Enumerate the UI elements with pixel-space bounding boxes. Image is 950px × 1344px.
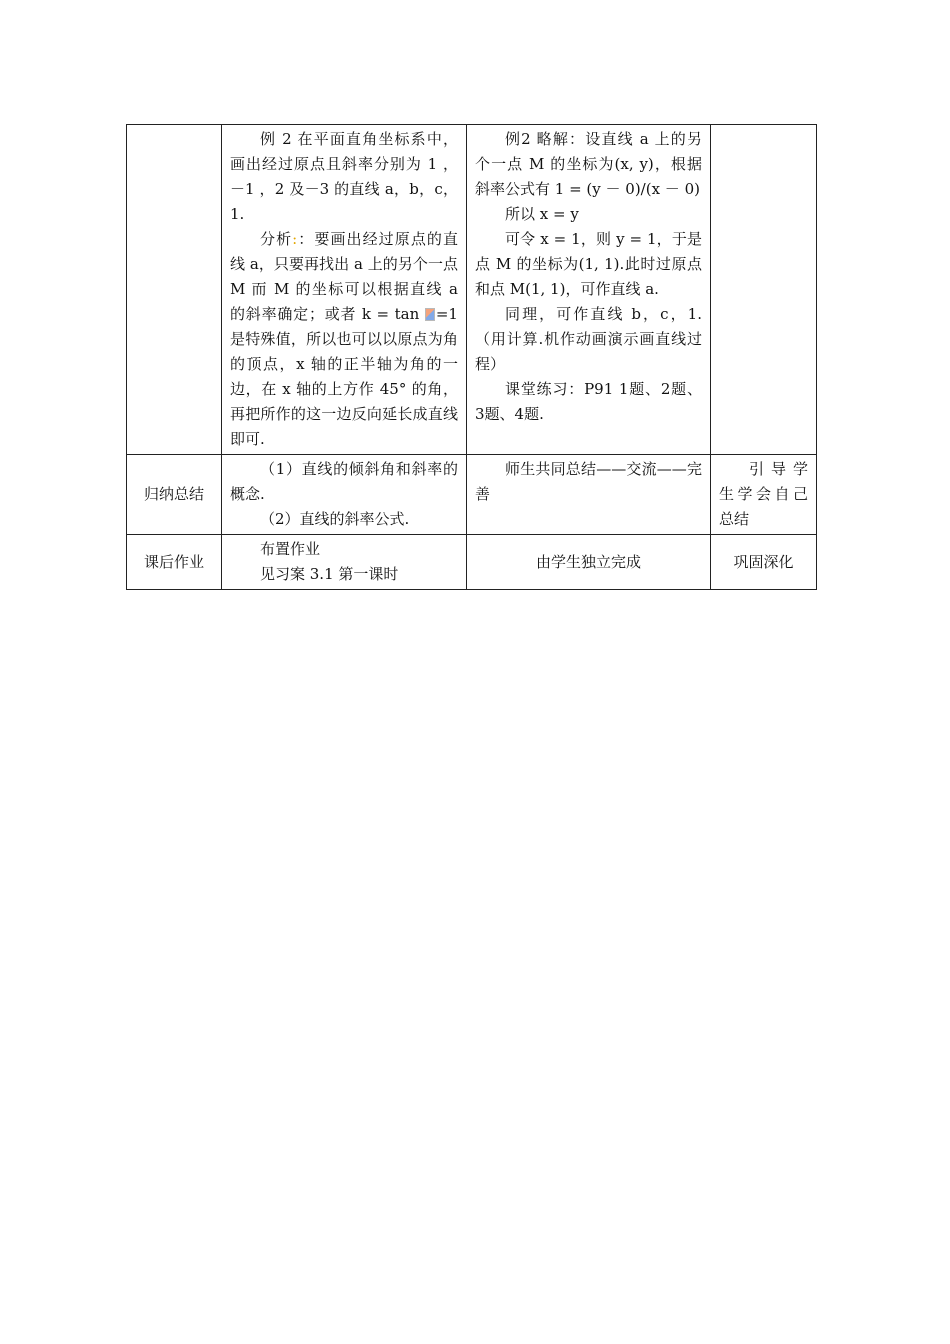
summary-point-2: （2）直线的斜率公式. — [260, 510, 410, 528]
summary-heading-cell: 归纳总结 — [127, 455, 222, 535]
row1-col3-cell — [467, 125, 711, 455]
summary-point-1: （1）直线的倾斜角和斜率的概念. — [230, 460, 458, 503]
summary-content-cell — [222, 455, 467, 535]
summary-activity-cell — [467, 455, 711, 535]
analysis-paragraph — [230, 227, 458, 452]
lesson-plan-table — [126, 124, 817, 590]
homework-purpose-cell: 巩固深化 — [711, 535, 817, 590]
homework-content-cell — [222, 535, 467, 590]
solution-paragraph-5: 课堂练习：P91 1题、2题、3题、4题. — [475, 380, 702, 423]
summary-activity-text: 师生共同总结——交流——完善 — [475, 460, 702, 503]
solution-paragraph-2: 所以 x = y — [505, 205, 579, 223]
analysis-dot: : — [292, 230, 298, 248]
row1-col1-cell — [127, 125, 222, 455]
image-icon — [425, 308, 435, 321]
solution-paragraph-1: 例2 略解：设直线 a 上的另个一点 M 的坐标为(x, y)，根据斜率公式有 1 = (y － 0)/(x － 0) — [475, 130, 702, 198]
table-row-summary — [127, 455, 817, 535]
summary-purpose-cell — [711, 455, 817, 535]
summary-purpose-text: 引导学生学会自己总结 — [719, 460, 808, 528]
homework-line-2: 见习案 3.1 第一课时 — [260, 565, 399, 583]
solution-paragraph-3: 可令 x = 1，则 y = 1，于是点 M 的坐标为(1, 1).此时过原点和点 M(1, 1)，可作直线 a. — [475, 230, 702, 298]
table-row-homework — [127, 535, 817, 590]
row1-col2-cell — [222, 125, 467, 455]
analysis-label: 分析 — [260, 230, 293, 248]
homework-line-1: 布置作业 — [260, 540, 321, 558]
row1-col4-cell — [711, 125, 817, 455]
homework-activity-cell: 由学生独立完成 — [467, 535, 711, 590]
analysis-end: =1 是特殊值，所以也可以以原点为角的顶点，x 轴的正半轴为角的一边，在 x 轴的上方作 45° 的角，再把所作的这一边反向延长成直线即可. — [230, 305, 458, 448]
solution-paragraph-4: 同理，可作直线 b，c，1.（用计算.机作动画演示画直线过程） — [475, 305, 702, 373]
table-row-example — [127, 125, 817, 455]
analysis-text: ：要画出经过原点的直线 a，只要再找出 a 上的另个一点 M 而 M 的坐标可以根据直线 a 的斜率确定；或者 k = tan — [230, 230, 458, 323]
example-question: 例 2 在平面直角坐标系中，画出经过原点且斜率分别为 1 ，－1 ，2 及－3 的直线 a，b，c，1. — [230, 130, 458, 223]
homework-heading-cell: 课后作业 — [127, 535, 222, 590]
